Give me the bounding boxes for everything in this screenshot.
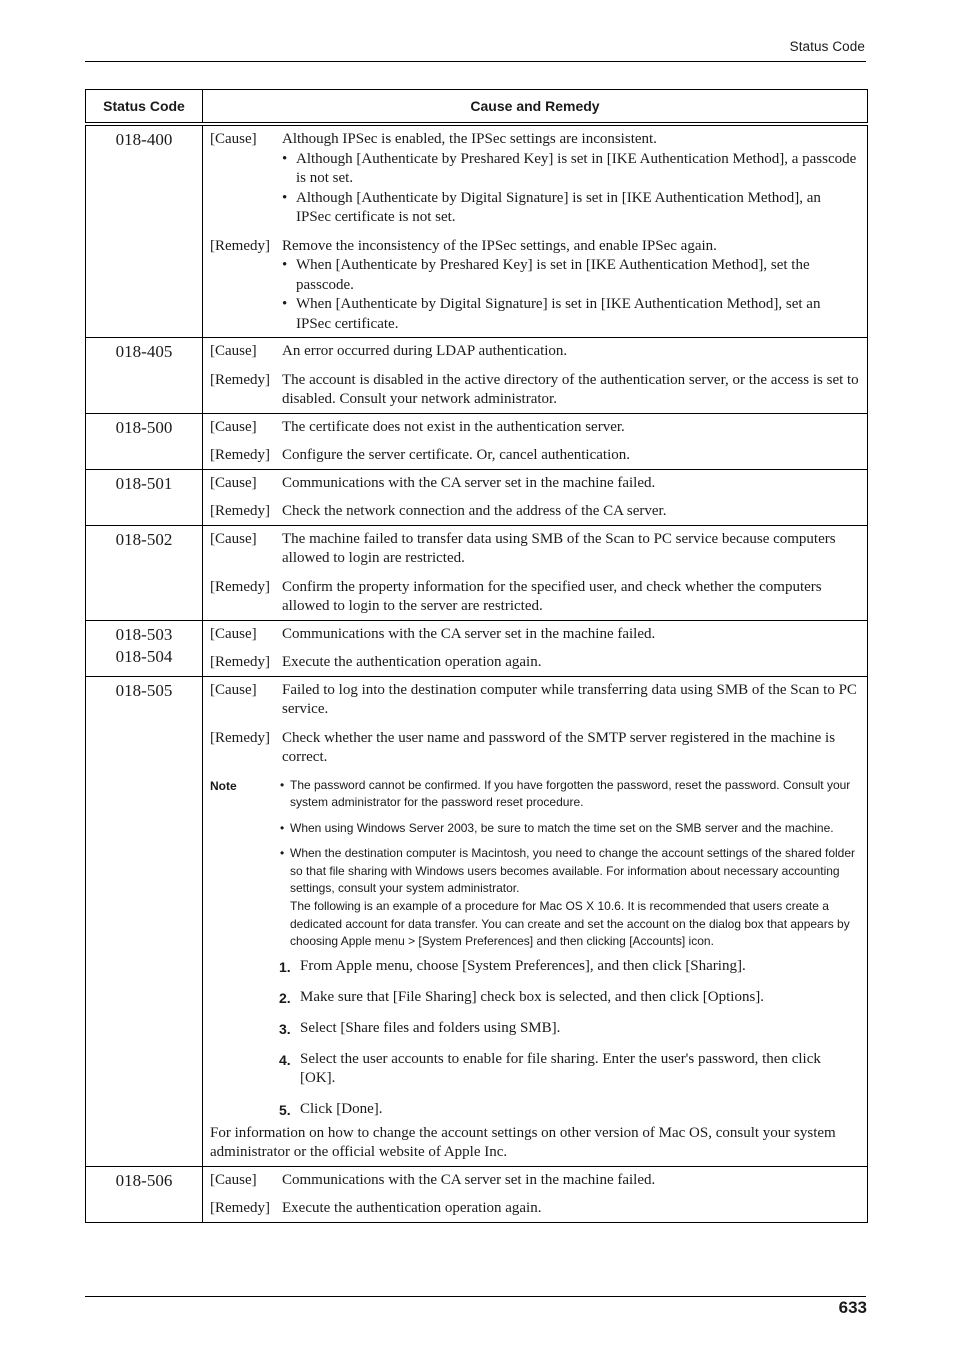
- cause-bullet: • Although [Authenticate by Digital Signature] is set in [IKE Authentication Method], an IPSec certificate is not set.: [282, 189, 859, 228]
- cause-tag: [Cause]: [210, 625, 257, 642]
- remedy-entry: [210, 371, 859, 410]
- procedure-step: [279, 1050, 859, 1089]
- cause-entry: [210, 1171, 859, 1191]
- table-row: [86, 525, 868, 620]
- column-header-status-code: Status Code: [86, 90, 203, 125]
- remedy-text: The account is disabled in the active directory of the authentication server, or the access is set to disabled. Consult your network administrator.: [282, 371, 859, 407]
- status-code: 018-400: [86, 124, 203, 338]
- note-item: • The password cannot be confirmed. If you have forgotten the password, reset the password. Consult your system administrator for the password reset procedure.: [280, 777, 859, 812]
- procedure-steps: [279, 957, 859, 1120]
- cause-remedy-cell: [203, 469, 868, 525]
- status-code-primary: 018-503: [115, 624, 173, 644]
- status-code: 018-405: [86, 338, 203, 414]
- procedure-step: [279, 1019, 859, 1039]
- remedy-text: Confirm the property information for the specified user, and check whether the computers allowed to login to the server are restricted.: [282, 578, 822, 614]
- step-text: Click [Done].: [300, 1100, 383, 1117]
- cause-text: Communications with the CA server set in the machine failed.: [282, 1171, 656, 1188]
- cause-entry: [210, 625, 859, 645]
- cause-entry: [210, 130, 859, 228]
- cause-remedy-cell: [203, 620, 868, 676]
- cause-bullet: • Although [Authenticate by Preshared Key] is set in [IKE Authentication Method], a passcode is not set.: [282, 150, 859, 189]
- page-number: 633: [838, 1298, 867, 1317]
- procedure-step: [279, 988, 859, 1008]
- step-text: Select [Share files and folders using SMB].: [300, 1019, 561, 1036]
- cause-tag: [Cause]: [210, 530, 257, 547]
- remedy-entry: [210, 237, 859, 335]
- cause-entry: [210, 681, 859, 720]
- cause-tag: [Cause]: [210, 1171, 257, 1188]
- table-row: [86, 469, 868, 525]
- cause-remedy-cell: [203, 124, 868, 338]
- cause-tag: [Cause]: [210, 474, 257, 491]
- step-text: Select the user accounts to enable for file sharing. Enter the user's password, then click [OK].: [300, 1050, 821, 1087]
- remedy-tag: [Remedy]: [210, 578, 270, 595]
- step-number: 4.: [279, 1051, 291, 1068]
- remedy-entry: [210, 1199, 859, 1219]
- note-followup: The following is an example of a procedure for Mac OS X 10.6. It is recommended that users create a dedicated account for data transfer. You can create and set the account on the dialog box that appears by choosing Apple menu > [System Preferences] and then clicking [Accounts] icon.: [290, 899, 850, 949]
- step-text: From Apple menu, choose [System Preferences], and then click [Sharing].: [300, 957, 746, 974]
- status-code: 018-501: [86, 469, 203, 525]
- remedy-text: Execute the authentication operation again.: [282, 1200, 542, 1217]
- remedy-entry: [210, 578, 859, 617]
- cause-text: Communications with the CA server set in the machine failed.: [282, 625, 656, 642]
- remedy-tag: [Remedy]: [210, 237, 270, 254]
- cause-tag: [Cause]: [210, 131, 257, 147]
- note-item-text: • When the destination computer is Macintosh, you need to change the account settings of the shared folder so that file sharing with Windows users becomes available. For information about necessary accounting settings, consult your system administrator.: [290, 846, 856, 896]
- cause-entry: [210, 530, 859, 569]
- table-row: [86, 124, 868, 338]
- remedy-tag: [Remedy]: [210, 654, 270, 670]
- remedy-entry: [210, 446, 859, 466]
- cause-entry: [210, 418, 859, 438]
- remedy-text: Configure the server certificate. Or, cancel authentication.: [282, 447, 630, 463]
- table-row: [86, 338, 868, 414]
- cause-remedy-cell: [203, 338, 868, 414]
- table-row: [86, 1166, 868, 1222]
- step-number: 3.: [279, 1020, 291, 1037]
- cause-remedy-cell: [203, 525, 868, 620]
- status-code: 018-500: [86, 413, 203, 469]
- status-code: [86, 620, 203, 676]
- column-header-cause-remedy: Cause and Remedy: [203, 90, 868, 125]
- cause-text: The certificate does not exist in the authentication server.: [282, 418, 625, 435]
- remedy-entry: [210, 653, 859, 673]
- remedy-text: Remove the inconsistency of the IPSec settings, and enable IPSec again.: [282, 237, 717, 254]
- cause-text: An error occurred during LDAP authentication.: [282, 343, 568, 359]
- cause-remedy-cell: [203, 1166, 868, 1222]
- footer-rule: [85, 1296, 866, 1297]
- step-number: 1.: [279, 958, 291, 975]
- remedy-entry: [210, 502, 859, 522]
- cause-entry: [210, 474, 859, 494]
- status-code: 018-502: [86, 525, 203, 620]
- table-row: [86, 413, 868, 469]
- cause-tag: [Cause]: [210, 343, 257, 359]
- cause-text: The machine failed to transfer data using SMB of the Scan to PC service because computers allowed to login are restricted.: [282, 530, 836, 566]
- note-block: [210, 777, 859, 951]
- running-head: Status Code: [789, 39, 865, 54]
- procedure-step: [279, 1100, 859, 1120]
- procedure-step: [279, 957, 859, 977]
- remedy-entry: [210, 729, 859, 768]
- cause-entry: [210, 342, 859, 362]
- remedy-tag: [Remedy]: [210, 1200, 270, 1217]
- cause-tag: [Cause]: [210, 418, 257, 435]
- remedy-tag: [Remedy]: [210, 371, 270, 388]
- remedy-tag: [Remedy]: [210, 447, 270, 463]
- table-row: [86, 676, 868, 1166]
- remedy-bullet: • When [Authenticate by Digital Signature] is set in [IKE Authentication Method], set an IPSec certificate.: [282, 295, 859, 334]
- remedy-text: Execute the authentication operation again.: [282, 654, 542, 670]
- header-rule: [85, 61, 866, 62]
- cause-tag: [Cause]: [210, 681, 257, 698]
- table-header-row: [86, 90, 868, 125]
- note-item: [280, 845, 859, 951]
- step-text: Make sure that [File Sharing] check box is selected, and then click [Options].: [300, 988, 765, 1005]
- remedy-text: Check whether the user name and password of the SMTP server registered in the machine is correct.: [282, 729, 836, 765]
- note-item: • When using Windows Server 2003, be sure to match the time set on the SMB server and the machine.: [280, 820, 859, 838]
- step-number: 5.: [279, 1101, 291, 1118]
- cause-text: Failed to log into the destination computer while transferring data using SMB of the Scan to PC service.: [282, 681, 857, 717]
- cause-remedy-cell: [203, 413, 868, 469]
- remedy-bullet: • When [Authenticate by Preshared Key] is set in [IKE Authentication Method], set the passcode.: [282, 256, 859, 295]
- status-code-table: [85, 89, 868, 1223]
- closing-text: For information on how to change the account settings on other version of Mac OS, consult your system administrator or the official website of Apple Inc.: [210, 1124, 836, 1161]
- status-code: 018-505: [86, 676, 203, 1166]
- remedy-tag: [Remedy]: [210, 503, 270, 519]
- cause-text: Although IPSec is enabled, the IPSec settings are inconsistent.: [282, 131, 657, 147]
- step-number: 2.: [279, 989, 291, 1006]
- remedy-text: Check the network connection and the address of the CA server.: [282, 503, 667, 519]
- status-code: 018-506: [86, 1166, 203, 1222]
- note-label: Note: [210, 778, 237, 793]
- cause-text: Communications with the CA server set in the machine failed.: [282, 474, 656, 491]
- table-row: [86, 620, 868, 676]
- remedy-tag: [Remedy]: [210, 729, 270, 746]
- cause-remedy-cell: [203, 676, 868, 1166]
- status-code-secondary: 018-504: [115, 646, 173, 666]
